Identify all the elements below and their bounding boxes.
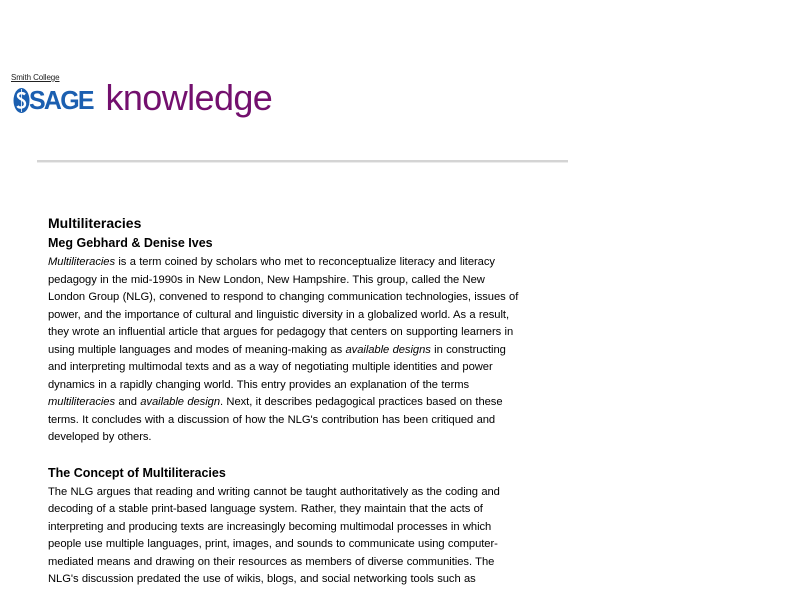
text-span: they wrote an influential article that argues for pedagogy that centers on supporting learners in xyxy=(48,326,514,338)
article-authors: Meg Gebhard & Denise Ives xyxy=(48,236,213,250)
text-line: The NLG argues that reading and writing cannot be taught authoritatively as the coding and xyxy=(48,485,500,498)
institution-link[interactable]: Smith College xyxy=(11,73,60,82)
text-line: interpreting and producing texts are increasingly becoming multimodal processes in which xyxy=(48,520,492,533)
text-line xyxy=(48,394,568,412)
text-span: pedagogy in the mid-1990s in New London, New Hampshire. This group, called the New xyxy=(48,273,485,286)
text-line xyxy=(48,412,568,430)
header-divider xyxy=(37,160,568,163)
text-span: developed by others. xyxy=(48,431,152,443)
text-line xyxy=(48,377,568,395)
text-line xyxy=(48,429,568,447)
article-title: Multiliteracies xyxy=(48,215,142,231)
italic-term: available design xyxy=(140,396,220,408)
text-line xyxy=(48,324,568,342)
text-line xyxy=(48,289,568,307)
italic-term: multiliteracies xyxy=(48,396,116,408)
text-span: London Group (NLG), convened to respond to changing communication technologies, issues of xyxy=(48,291,519,303)
text-line xyxy=(48,342,568,360)
text-span: dynamics in a rapidly changing world. This entry provides an explanation of the terms xyxy=(48,378,470,391)
text-span: using multiple languages and modes of meaning-making as xyxy=(48,343,346,356)
text-line: NLG's discussion predated the use of wikis, blogs, and social networking tools such as xyxy=(48,573,476,585)
text-span: . Next, it describes pedagogical practices based on these xyxy=(220,396,503,408)
section-paragraph xyxy=(48,484,568,589)
text-line: people use multiple languages, print, images, and sounds to communicate using computer- xyxy=(48,538,498,550)
text-span: terms. It concludes with a discussion of how the NLG's contribution has been critiqued and xyxy=(48,413,496,426)
text-line: mediated means and drawing on their resources as members of diverse communities. The xyxy=(48,555,495,568)
italic-term: Multiliteracies xyxy=(48,256,116,268)
text-span: power, and the importance of cultural and linguistic diversity in a globalized world. As a result, xyxy=(48,308,510,321)
text-line: decoding of a stable print-based language system. Rather, they maintain that the acts of xyxy=(48,503,483,515)
sage-wordmark: SAGE xyxy=(29,85,93,115)
text-span: in constructing xyxy=(430,343,506,356)
intro-paragraph xyxy=(48,254,568,447)
text-line xyxy=(48,359,568,377)
text-line xyxy=(48,272,568,290)
text-span: is a term coined by scholars who met to reconceptualize literacy and literacy xyxy=(115,256,495,268)
text-line xyxy=(48,254,568,272)
italic-term: available designs xyxy=(345,343,431,356)
text-line xyxy=(48,307,568,325)
sage-s-emblem-icon xyxy=(13,87,30,114)
knowledge-wordmark: knowledge xyxy=(105,77,273,118)
section-heading: The Concept of Multiliteracies xyxy=(48,465,226,480)
text-span: and interpreting multimodal texts and as a way of negotiating multiple identities and power xyxy=(48,361,493,373)
article-content xyxy=(48,214,568,589)
text-span: and xyxy=(115,396,141,408)
